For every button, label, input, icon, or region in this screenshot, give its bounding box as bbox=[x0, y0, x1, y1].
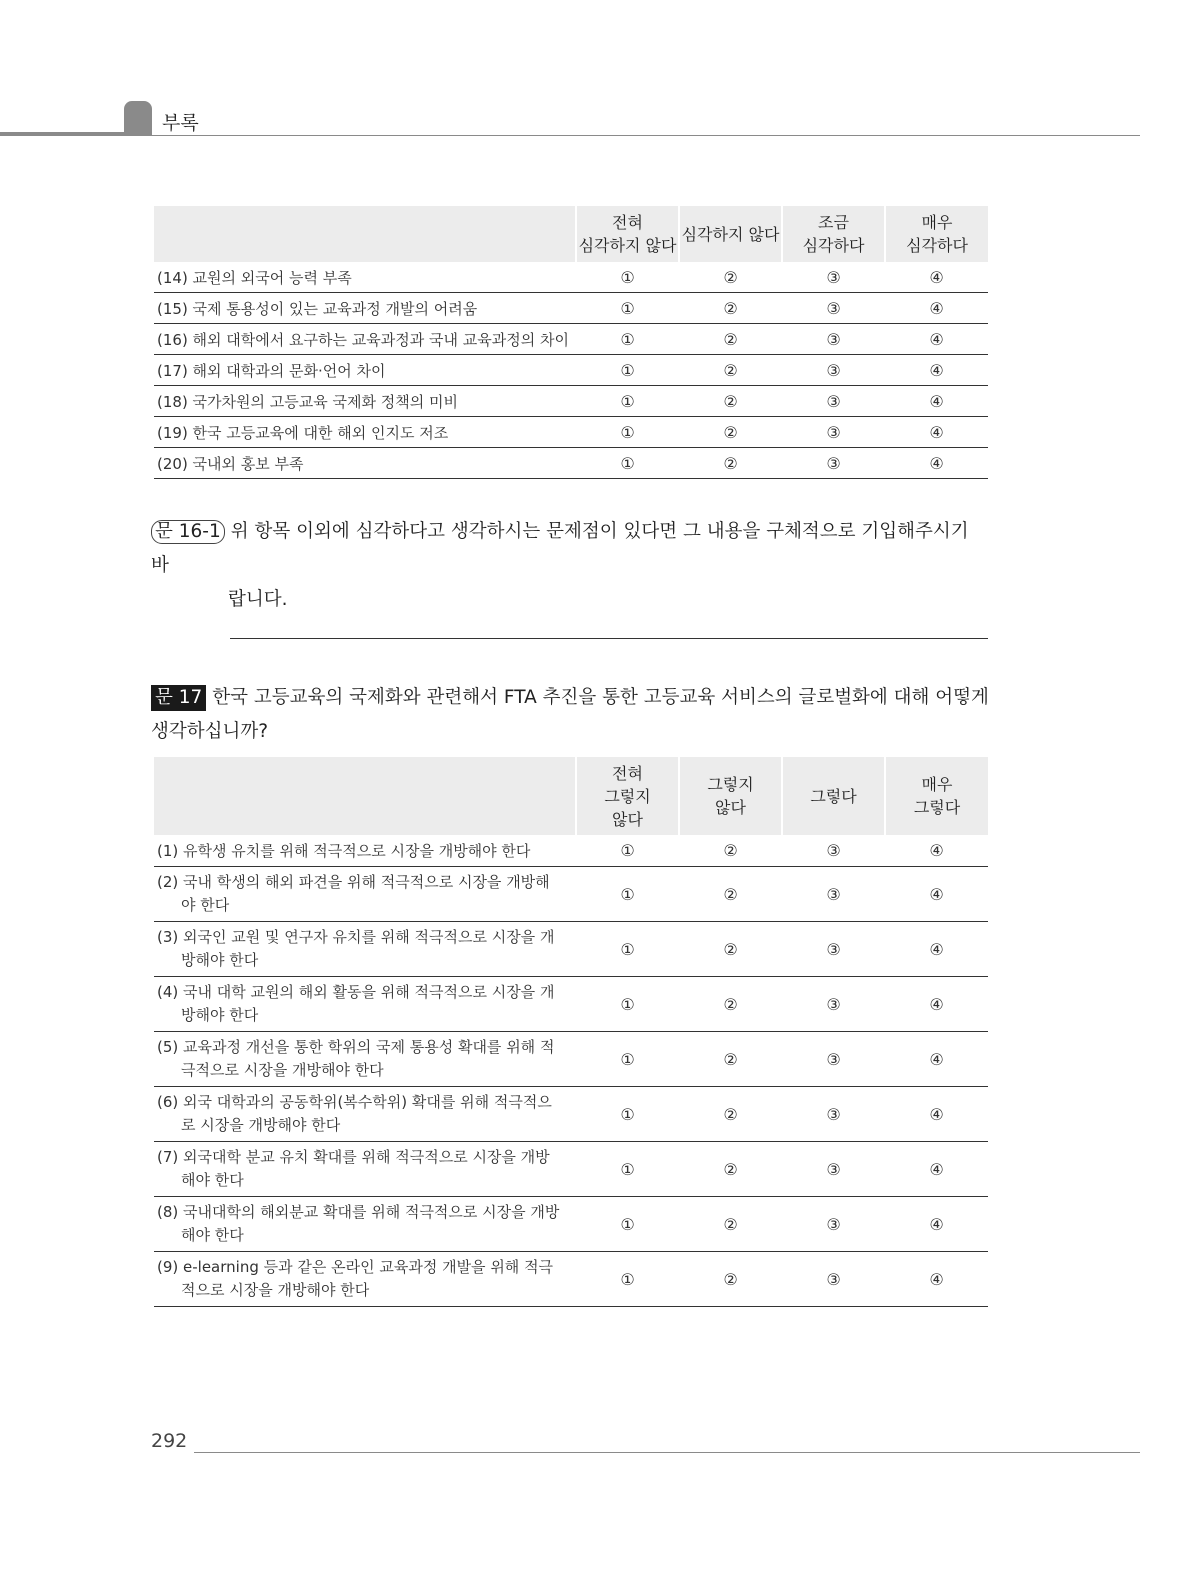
header-not-serious: 심각하지 않다 bbox=[679, 206, 782, 262]
option-2[interactable]: ② bbox=[679, 448, 782, 479]
option-3[interactable]: ③ bbox=[782, 386, 885, 417]
header-blank-cell bbox=[154, 757, 576, 835]
header-disagree: 그렇지 않다 bbox=[679, 757, 782, 835]
option-1[interactable]: ① bbox=[576, 386, 679, 417]
option-1[interactable]: ① bbox=[576, 262, 679, 293]
table-row bbox=[154, 324, 988, 355]
option-2[interactable]: ② bbox=[679, 262, 782, 293]
option-4[interactable]: ④ bbox=[885, 1252, 988, 1307]
option-4[interactable]: ④ bbox=[885, 977, 988, 1032]
option-1[interactable]: ① bbox=[576, 922, 679, 977]
row-label: (6) 외국 대학과의 공동학위(복수학위) 확대를 위해 적극적으 로 시장을 개방해야 한다 bbox=[154, 1087, 576, 1142]
answer-line[interactable] bbox=[230, 638, 988, 639]
option-3[interactable]: ③ bbox=[782, 1252, 885, 1307]
option-4[interactable]: ④ bbox=[885, 922, 988, 977]
option-3[interactable]: ③ bbox=[782, 835, 885, 867]
row-label: (2) 국내 학생의 해외 파견을 위해 적극적으로 시장을 개방해 야 한다 bbox=[154, 867, 576, 922]
option-1[interactable]: ① bbox=[576, 1032, 679, 1087]
row-label: (18) 국가차원의 고등교육 국제화 정책의 미비 bbox=[154, 386, 576, 417]
header-strongly-agree: 매우 그렇다 bbox=[885, 757, 988, 835]
option-4[interactable]: ④ bbox=[885, 835, 988, 867]
option-1[interactable]: ① bbox=[576, 324, 679, 355]
question-16-1-text: 위 항목 이외에 심각하다고 생각하시는 문제점이 있다면 그 내용을 구체적으로 기입해주시기 바 bbox=[151, 521, 969, 576]
option-4[interactable]: ④ bbox=[885, 386, 988, 417]
row-label: (15) 국제 통용성이 있는 교육과정 개발의 어려움 bbox=[154, 293, 576, 324]
option-2[interactable]: ② bbox=[679, 1087, 782, 1142]
option-1[interactable]: ① bbox=[576, 1142, 679, 1197]
option-3[interactable]: ③ bbox=[782, 324, 885, 355]
table-row bbox=[154, 448, 988, 479]
row-label: (5) 교육과정 개선을 통한 학위의 국제 통용성 확대를 위해 적 극적으로 시장을 개방해야 한다 bbox=[154, 1032, 576, 1087]
question-17 bbox=[151, 681, 989, 749]
section-title: 부록 bbox=[162, 112, 199, 134]
option-3[interactable]: ③ bbox=[782, 1087, 885, 1142]
header-rule bbox=[0, 135, 1140, 136]
option-1[interactable]: ① bbox=[576, 1252, 679, 1307]
question-17-text: 한국 고등교육의 국제화와 관련해서 FTA 추진을 통한 고등교육 서비스의 글로벌화에 대해 어떻게 생각하십니까? bbox=[151, 687, 989, 742]
table-row bbox=[154, 417, 988, 448]
option-3[interactable]: ③ bbox=[782, 1197, 885, 1252]
option-2[interactable]: ② bbox=[679, 835, 782, 867]
severity-table-header bbox=[154, 206, 988, 262]
table-row bbox=[154, 1087, 988, 1142]
option-2[interactable]: ② bbox=[679, 417, 782, 448]
question-16-1-text-cont: 랍니다. bbox=[228, 589, 288, 610]
option-1[interactable]: ① bbox=[576, 867, 679, 922]
option-2[interactable]: ② bbox=[679, 1142, 782, 1197]
option-3[interactable]: ③ bbox=[782, 1032, 885, 1087]
option-4[interactable]: ④ bbox=[885, 262, 988, 293]
agreement-table-header bbox=[154, 757, 988, 835]
option-2[interactable]: ② bbox=[679, 324, 782, 355]
table-row bbox=[154, 386, 988, 417]
table-row bbox=[154, 1142, 988, 1197]
question-16-1 bbox=[151, 515, 989, 617]
option-4[interactable]: ④ bbox=[885, 324, 988, 355]
row-label: (19) 한국 고등교육에 대한 해외 인지도 저조 bbox=[154, 417, 576, 448]
option-4[interactable]: ④ bbox=[885, 1142, 988, 1197]
header-not-at-all-serious: 전혀 심각하지 않다 bbox=[576, 206, 679, 262]
option-4[interactable]: ④ bbox=[885, 1032, 988, 1087]
option-1[interactable]: ① bbox=[576, 1087, 679, 1142]
option-2[interactable]: ② bbox=[679, 867, 782, 922]
option-1[interactable]: ① bbox=[576, 1197, 679, 1252]
row-label: (8) 국내대학의 해외분교 확대를 위해 적극적으로 시장을 개방 해야 한다 bbox=[154, 1197, 576, 1252]
row-label: (17) 해외 대학과의 문화·언어 차이 bbox=[154, 355, 576, 386]
header-somewhat-serious: 조금 심각하다 bbox=[782, 206, 885, 262]
table-row bbox=[154, 355, 988, 386]
row-label: (14) 교원의 외국어 능력 부족 bbox=[154, 262, 576, 293]
footer-rule bbox=[194, 1452, 1140, 1453]
table-row bbox=[154, 1032, 988, 1087]
option-4[interactable]: ④ bbox=[885, 355, 988, 386]
question-16-1-label: 문 16-1 bbox=[151, 520, 225, 544]
table-row bbox=[154, 867, 988, 922]
option-3[interactable]: ③ bbox=[782, 293, 885, 324]
option-4[interactable]: ④ bbox=[885, 417, 988, 448]
table-row bbox=[154, 262, 988, 293]
page-number: 292 bbox=[151, 1430, 188, 1452]
table-row bbox=[154, 922, 988, 977]
header-agree: 그렇다 bbox=[782, 757, 885, 835]
option-2[interactable]: ② bbox=[679, 355, 782, 386]
option-1[interactable]: ① bbox=[576, 355, 679, 386]
question-17-label: 문 17 bbox=[151, 685, 206, 711]
option-2[interactable]: ② bbox=[679, 1252, 782, 1307]
option-1[interactable]: ① bbox=[576, 417, 679, 448]
row-label: (7) 외국대학 분교 유치 확대를 위해 적극적으로 시장을 개방 해야 한다 bbox=[154, 1142, 576, 1197]
row-label: (1) 유학생 유치를 위해 적극적으로 시장을 개방해야 한다 bbox=[154, 835, 576, 867]
table-row bbox=[154, 835, 988, 867]
option-1[interactable]: ① bbox=[576, 448, 679, 479]
row-label: (9) e-learning 등과 같은 온라인 교육과정 개발을 위해 적극 적으로 시장을 개방해야 한다 bbox=[154, 1252, 576, 1307]
row-label: (16) 해외 대학에서 요구하는 교육과정과 국내 교육과정의 차이 bbox=[154, 324, 576, 355]
option-4[interactable]: ④ bbox=[885, 867, 988, 922]
table-row bbox=[154, 1197, 988, 1252]
option-1[interactable]: ① bbox=[576, 293, 679, 324]
row-label: (4) 국내 대학 교원의 해외 활동을 위해 적극적으로 시장을 개 방해야 한다 bbox=[154, 977, 576, 1032]
row-label: (3) 외국인 교원 및 연구자 유치를 위해 적극적으로 시장을 개 방해야 한다 bbox=[154, 922, 576, 977]
option-1[interactable]: ① bbox=[576, 977, 679, 1032]
severity-table bbox=[154, 206, 988, 479]
option-3[interactable]: ③ bbox=[782, 922, 885, 977]
agreement-table bbox=[154, 757, 988, 1307]
option-3[interactable]: ③ bbox=[782, 262, 885, 293]
option-3[interactable]: ③ bbox=[782, 448, 885, 479]
option-2[interactable]: ② bbox=[679, 922, 782, 977]
option-3[interactable]: ③ bbox=[782, 977, 885, 1032]
option-4[interactable]: ④ bbox=[885, 1087, 988, 1142]
option-4[interactable]: ④ bbox=[885, 448, 988, 479]
table-row bbox=[154, 977, 988, 1032]
table-row bbox=[154, 293, 988, 324]
header-blank-cell bbox=[154, 206, 576, 262]
option-1[interactable]: ① bbox=[576, 835, 679, 867]
option-4[interactable]: ④ bbox=[885, 293, 988, 324]
table-row bbox=[154, 1252, 988, 1307]
option-2[interactable]: ② bbox=[679, 1032, 782, 1087]
option-3[interactable]: ③ bbox=[782, 355, 885, 386]
option-2[interactable]: ② bbox=[679, 293, 782, 324]
option-2[interactable]: ② bbox=[679, 1197, 782, 1252]
option-3[interactable]: ③ bbox=[782, 867, 885, 922]
option-2[interactable]: ② bbox=[679, 386, 782, 417]
header-strongly-disagree: 전혀 그렇지 않다 bbox=[576, 757, 679, 835]
header-very-serious: 매우 심각하다 bbox=[885, 206, 988, 262]
option-4[interactable]: ④ bbox=[885, 1197, 988, 1252]
row-label: (20) 국내외 홍보 부족 bbox=[154, 448, 576, 479]
option-3[interactable]: ③ bbox=[782, 417, 885, 448]
option-2[interactable]: ② bbox=[679, 977, 782, 1032]
option-3[interactable]: ③ bbox=[782, 1142, 885, 1197]
header-tab-marker bbox=[124, 101, 152, 136]
